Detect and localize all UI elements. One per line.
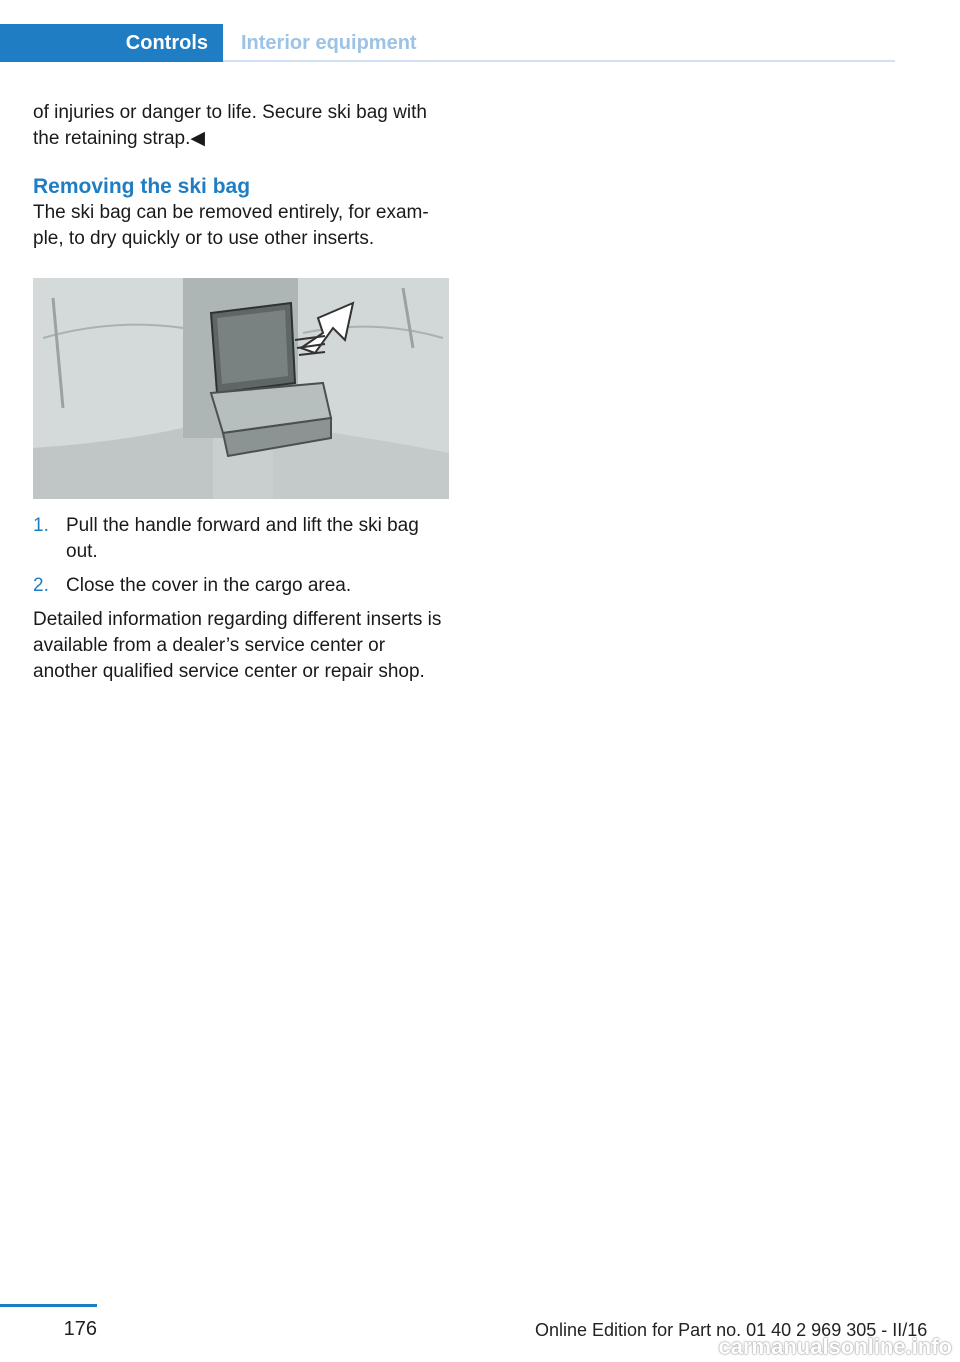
step-text: Pull the handle forward and lift the ski bag out. (66, 515, 419, 562)
footer-divider (0, 1304, 97, 1307)
steps-list (33, 513, 449, 599)
ski-bag-illustration (33, 278, 449, 499)
description-paragraph: The ski bag can be removed entirely, for exam-ple, to dry quickly or to use other inserts. (33, 202, 429, 249)
section-heading: Removing the ski bag (33, 175, 251, 198)
list-item (33, 513, 449, 565)
edition-text: Online Edition for Part no. 01 40 2 969 305 - II/16 (535, 1320, 928, 1340)
page-number: 176 (63, 1318, 97, 1340)
section-tab-interior-equipment: Interior equipment (241, 31, 417, 54)
step-text: Close the cover in the cargo area. (66, 575, 352, 596)
header-divider (223, 60, 895, 62)
intro-paragraph: of injuries or danger to life. Secure ski bag with the retaining strap.◀ (33, 102, 427, 149)
list-item (33, 573, 449, 599)
step-number: 2. (33, 575, 49, 596)
page-content (33, 100, 449, 685)
watermark: carmanualsonline.info (718, 1334, 952, 1359)
section-tab-controls: Controls (0, 24, 223, 62)
step-number: 1. (33, 515, 49, 536)
closing-paragraph: Detailed information regarding different inserts is available from a dealer’s service center or another qualified service center or repair shop. (33, 609, 442, 682)
